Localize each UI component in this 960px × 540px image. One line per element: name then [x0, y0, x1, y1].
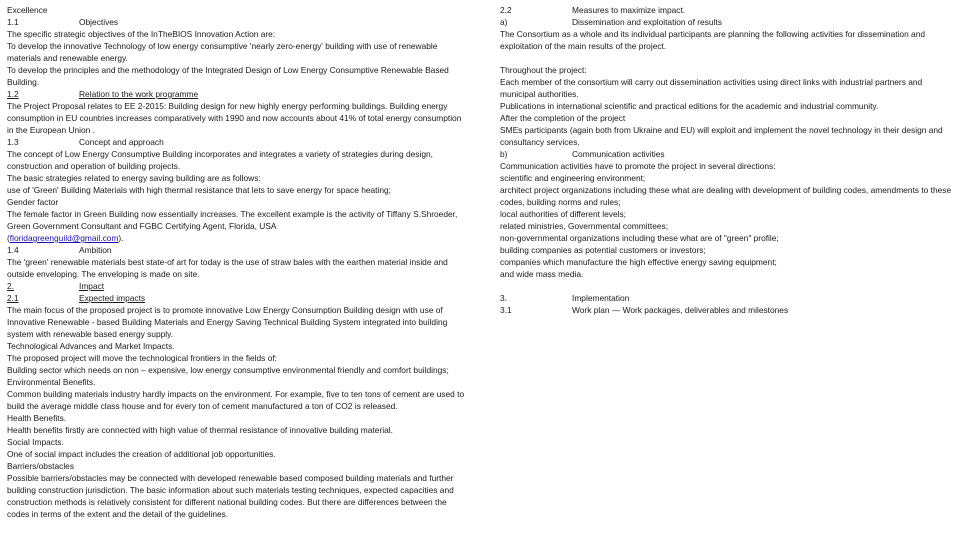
paragraph: The main focus of the proposed project is to promote innovative Low Energy Consumption Building design with use of Innovative Renewable - based Building Materials and Energy Saving Technical Building System integrated into building system with renewable based energy supply.	[7, 305, 448, 339]
section-3-heading	[500, 292, 955, 304]
list-item: scientific and engineering environment;	[500, 173, 646, 183]
paragraph: The Project Proposal relates to EE 2-2015: Building design for new highly energy performing buildings. Building energy consumption in EU countries increases comparatively with 1990 and now accounts about 41% of total energy consumption in the European Union .	[7, 101, 462, 135]
section-1-3-heading	[7, 136, 469, 148]
paragraph: The female factor in Green Building now essentially increases. The excellent example is the activity of Tiffany S.Shroeder, Green Government Consultant and FGBC Certifying Agent, Florida, USA	[7, 209, 458, 231]
paragraph: Health Benefits.	[7, 413, 67, 423]
paragraph: Barriers/obstacles	[7, 461, 75, 471]
spacer	[500, 52, 955, 64]
section-1-2-heading	[7, 88, 469, 100]
paragraph: Health benefits firstly are connected with high value of thermal resistance of innovative building material.	[7, 425, 393, 435]
section-title: Work plan — Work packages, deliverables and milestones	[572, 305, 789, 315]
email-link[interactable]: floridagreenguild@gmail.com	[9, 233, 119, 243]
list-item: building companies as potential customers or investors;	[500, 245, 706, 255]
paragraph: Throughout the project:	[500, 65, 587, 75]
section-title: Objectives	[79, 17, 119, 27]
paragraph: The basic strategies related to energy saving building are as follows:	[7, 173, 261, 183]
paragraph: Common building materials industry hardly impacts on the environment. For example, five to ten tons of cement are used to build the average middle class house and for every ton of cement manufactured a ton of CO2 is released.	[7, 389, 465, 411]
email-line: (floridagreenguild@gmail.com).	[7, 233, 124, 243]
paragraph: After the completion of the project	[500, 113, 626, 123]
section-heading-excellence: Excellence	[7, 5, 48, 15]
section-1-1-heading	[7, 16, 469, 28]
paragraph: The concept of Low Energy Consumptive Building incorporates and integrates a variety of strategies during design, construction and operation of building projects.	[7, 149, 433, 171]
subsection-b-heading	[500, 148, 955, 160]
paragraph: use of 'Green' Building Materials with high thermal resistance that lets to save energy for space heating;	[7, 185, 391, 195]
section-title: Dissemination and exploitation of results	[572, 17, 722, 27]
paragraph: Technological Advances and Market Impacts.	[7, 341, 175, 351]
paragraph: SMEs participants (again both from Ukraine and EU) will exploit and implement the novel technology in their design and consultancy services.	[500, 125, 943, 147]
section-number: 1.3	[7, 137, 19, 147]
list-item: companies which manufacture the high effective energy saving equipment;	[500, 257, 777, 267]
paragraph: One of social impact includes the creation of additional job opportunities.	[7, 449, 276, 459]
spacer	[500, 280, 955, 292]
section-title: Concept and approach	[79, 137, 164, 147]
email-suffix: ).	[118, 233, 124, 243]
left-column	[7, 4, 469, 520]
list-item: related ministries, Governmental committees;	[500, 221, 669, 231]
section-1-4-heading	[7, 244, 469, 256]
section-2-1-heading	[7, 292, 469, 304]
section-title: Communication activities	[572, 149, 665, 159]
section-number: 3.	[500, 293, 507, 303]
paragraph: Environmental Benefits.	[7, 377, 96, 387]
section-number: a)	[500, 17, 508, 27]
section-number: 3.1	[500, 305, 512, 315]
paragraph: Social Impacts.	[7, 437, 64, 447]
section-number: 1.2	[7, 89, 19, 99]
paragraph: Gender factor	[7, 197, 59, 207]
paragraph: The specific strategic objectives of the InTheBIOS Innovation Action are:	[7, 29, 276, 39]
section-number: 1.4	[7, 245, 19, 255]
right-column	[500, 4, 955, 316]
section-number: 1.1	[7, 17, 19, 27]
paragraph: To develop the innovative Technology of low energy consumptive 'nearly zero-energy' building with use of renewable materials and renewable energy.	[7, 41, 438, 63]
section-2-heading	[7, 280, 469, 292]
list-item: and wide mass media.	[500, 269, 584, 279]
paragraph: Communication activities have to promote the project in several directions:	[500, 161, 776, 171]
list-item: architect project organizations including these what are dealing with development of building codes, amendments to these codes, building norms and rules;	[500, 185, 952, 207]
section-number: 2.	[7, 281, 14, 291]
paragraph: Each member of the consortium will carry out dissemination activities using direct links with industrial partners and municipal authorities.	[500, 77, 923, 99]
section-2-2-heading	[500, 4, 955, 16]
section-number: 2.1	[7, 293, 19, 303]
section-number: b)	[500, 149, 508, 159]
paragraph: Publications in international scientific and practical editions for the academic and industrial community.	[500, 101, 879, 111]
section-title: Expected impacts	[79, 293, 146, 303]
paragraph: Building sector which needs on non – expensive, low energy consumptive environmental friendly and comfort buildings;	[7, 365, 449, 375]
paragraph: The proposed project will move the technological frontiers in the fields of:	[7, 353, 278, 363]
paragraph: The Consortium as a whole and its individual participants are planning the following activities for dissemination and exploitation of the main results of the project.	[500, 29, 926, 51]
list-item: local authorities of different levels;	[500, 209, 627, 219]
section-title: Ambition	[79, 245, 112, 255]
section-title: Impact	[79, 281, 105, 291]
section-number: 2.2	[500, 5, 512, 15]
list-item: non-governmental organizations including these what are of "green" profile;	[500, 233, 779, 243]
subsection-a-heading	[500, 16, 955, 28]
section-title: Relation to the work programme	[79, 89, 199, 99]
section-title: Measures to maximize impact.	[572, 5, 686, 15]
paragraph: The 'green' renewable materials best state-of art for today is the use of straw bales with the earthen material inside and outside enveloping. The enveloping is made on site.	[7, 257, 448, 279]
paragraph: To develop the principles and the methodology of the Integrated Design of Low Energy Consumptive Renewable Based Building.	[7, 65, 449, 87]
section-title: Implementation	[572, 293, 630, 303]
section-3-1-heading	[500, 304, 955, 316]
paragraph: Possible barriers/obstacles may be connected with developed renewable based composed building materials and further building construction jurisdiction. The basic information about such materials testing techniques, expected capacities and construction methods is relatively consistent for different national building codes. But there are differences between the codes in terms of the extent and the detail of the guidelines.	[7, 473, 454, 519]
